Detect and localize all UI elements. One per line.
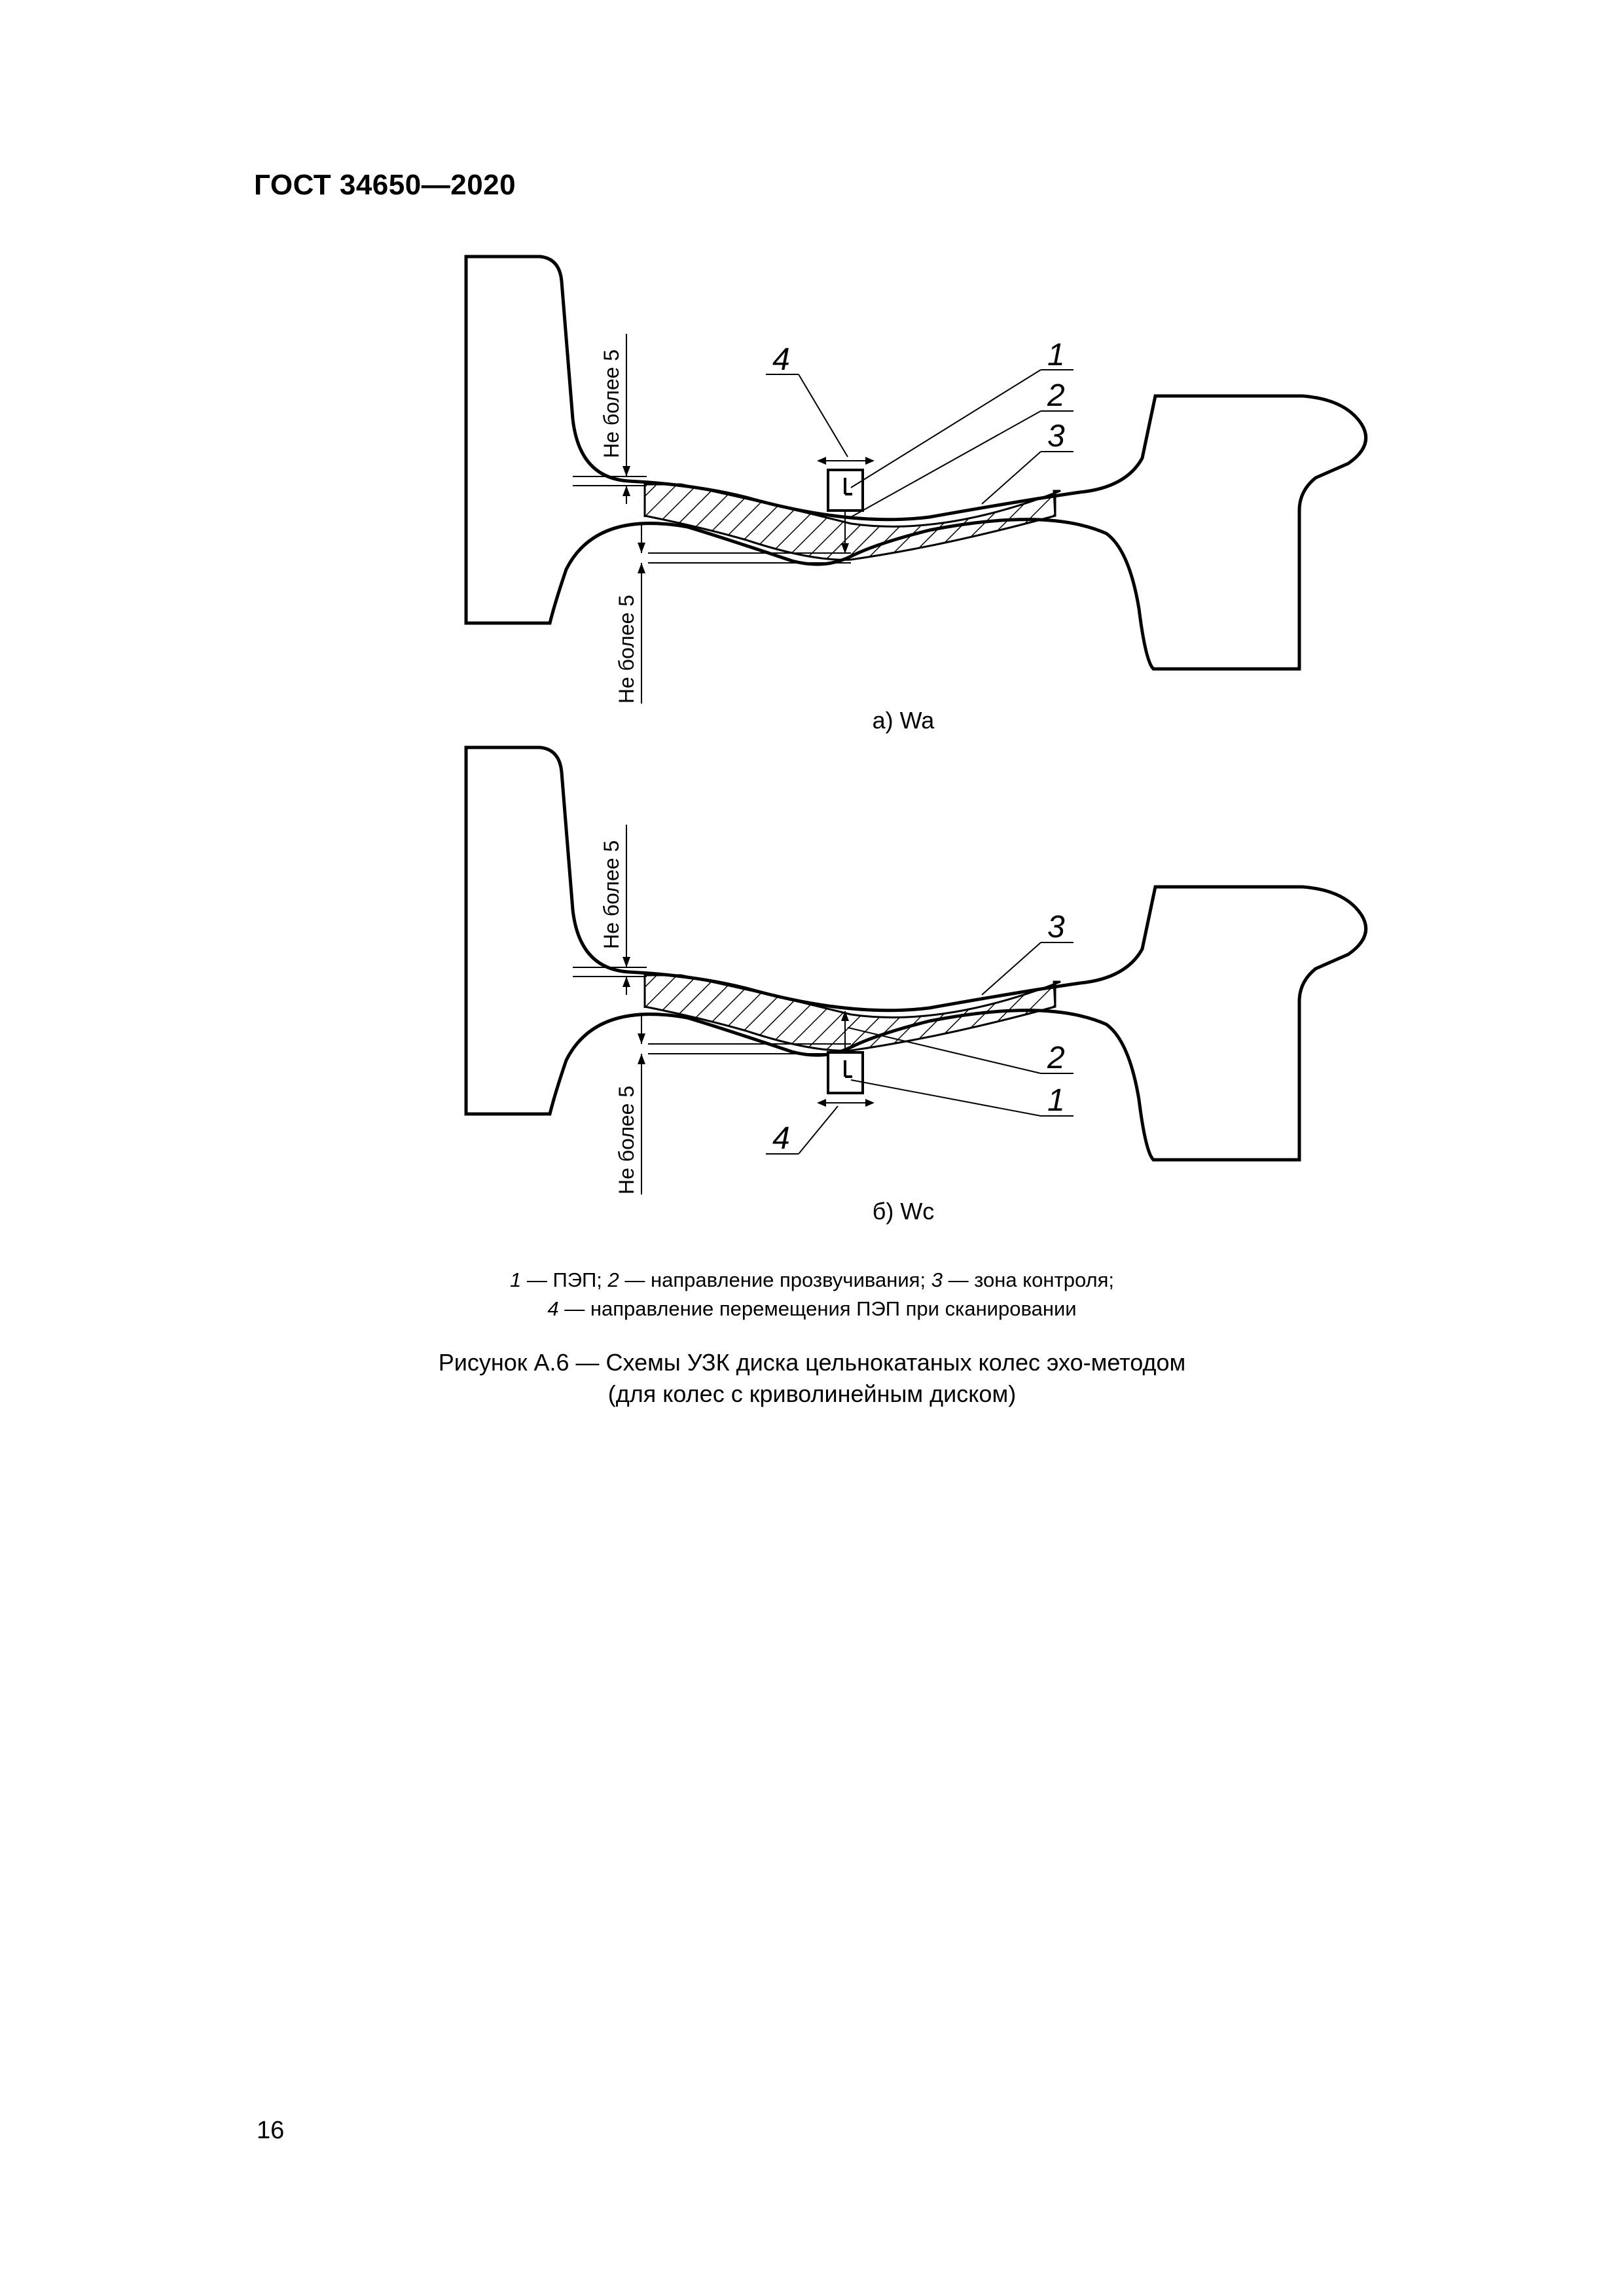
legend-num-3: 3: [931, 1268, 943, 1291]
figure-title-line-1: Рисунок А.6 — Схемы УЗК диска цельнокатаных колес эхо-методом: [438, 1349, 1186, 1376]
dim-label-top-a: Не более 5: [600, 349, 623, 458]
callout-4-b: 4: [772, 1121, 790, 1156]
callout-4-a: 4: [772, 342, 790, 377]
legend-text-1: — ПЭП;: [521, 1268, 608, 1291]
legend-line-2: [0, 1295, 1624, 1323]
legend-num-1: 1: [509, 1268, 522, 1291]
dim-label-top-b: Не более 5: [600, 840, 623, 949]
figure-title-line-2: (для колес с криволинейным диском): [607, 1380, 1017, 1407]
legend-text-2: — направление прозвучивания;: [619, 1268, 931, 1291]
legend-num-4: 4: [547, 1297, 559, 1320]
figure-title: [0, 1347, 1624, 1410]
control-zone-b: [645, 975, 1060, 1050]
legend-text-4: — направление перемещения ПЭП при сканировании: [558, 1297, 1077, 1320]
callout-3-a: 3: [1047, 419, 1065, 454]
legend-line-1: [0, 1266, 1624, 1295]
page-number: 16: [257, 2117, 285, 2144]
figure-b: [0, 491, 1624, 1276]
callout-3-b: 3: [1047, 910, 1065, 944]
dim-label-bottom-a: Не более 5: [615, 594, 638, 704]
dim-label-bottom-b: Не более 5: [615, 1085, 638, 1194]
wheel-diagram-b: [0, 491, 1624, 1276]
wheel-upper-contour: [466, 747, 1366, 1160]
figure-a-caption: а) Wa: [872, 707, 935, 734]
callout-1-a: 1: [1047, 338, 1065, 372]
figure-b-caption: б) Wc: [872, 1198, 935, 1225]
callout-2-a: 2: [1047, 378, 1065, 413]
document-header: ГОСТ 34650—2020: [254, 169, 516, 201]
callout-2-b: 2: [1047, 1041, 1065, 1075]
callout-1-b: 1: [1047, 1083, 1065, 1118]
figure-legend: [0, 1266, 1624, 1323]
legend-num-2: 2: [607, 1268, 619, 1291]
legend-text-3: — зона контроля;: [942, 1268, 1115, 1291]
